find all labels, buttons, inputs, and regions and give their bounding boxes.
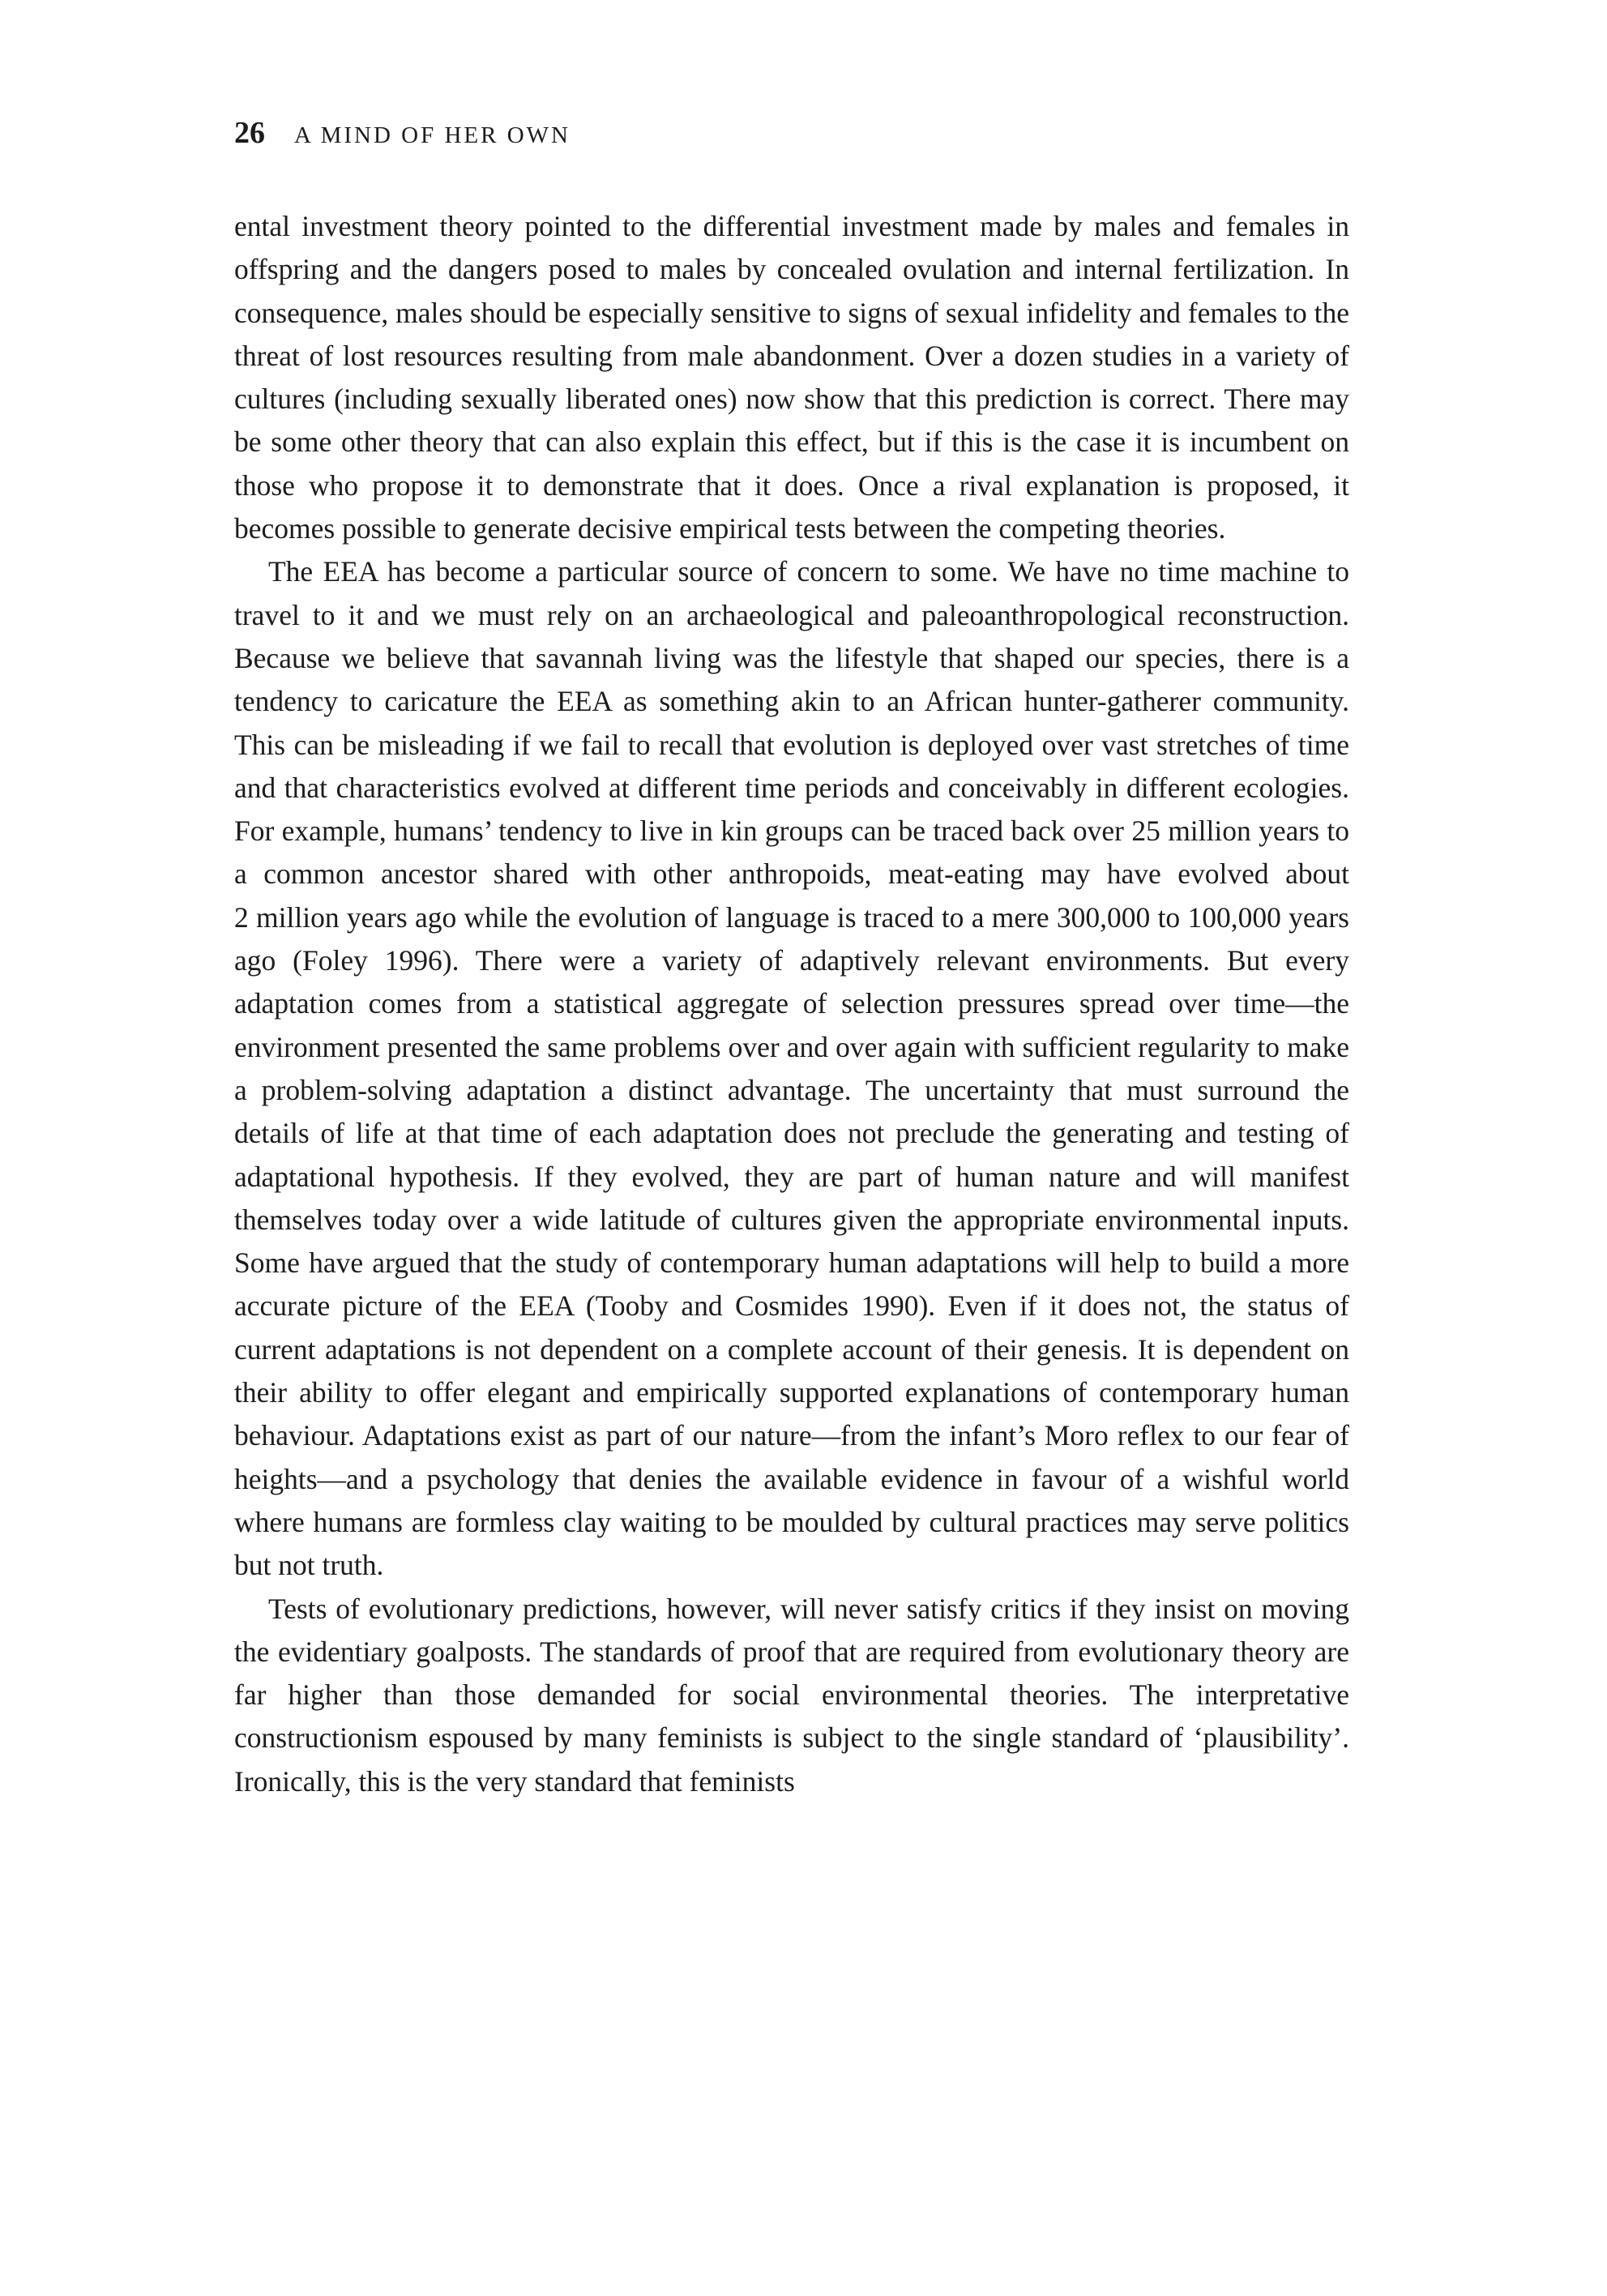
running-head <box>234 113 571 155</box>
body-text <box>234 205 1349 1803</box>
paragraph-eea: The EEA has become a particular source of concern to some. We have no time machine to travel to it and we must rely on an archaeological and paleoanthropological reconstruction. Because we believe that savannah living was the lifestyle that shaped our species, there is a tendency to caricature the EEA as something akin to an African hunter-gatherer community. This can be misleading if we fail to recall that evolution is deployed over vast stretches of time and that characteristics evolved at different time periods and conceivably in different ecologies. For example, humans’ tendency to live in kin groups can be traced back over 25 million years to a common ancestor shared with other anthropoids, meat-eating may have evolved about 2 million years ago while the evolution of language is traced to a mere 300,000 to 100,000 years ago (Foley 1996). There were a variety of adaptively relevant environments. But every adaptation comes from a statistical aggregate of selection pressures spread over time—the environment presented the same problems over and over again with sufficient regularity to make a problem-solving adaptation a distinct advantage. The uncertainty that must surround the details of life at that time of each adaptation does not preclude the generating and testing of adaptational hypothesis. If they evolved, they are part of human nature and will manifest themselves today over a wide latitude of cultures given the appropriate environmental inputs. Some have argued that the study of contemporary human adaptations will help to build a more accurate picture of the EEA (Tooby and Cosmides 1990). Even if it does not, the status of current adaptations is not dependent on a complete account of their genesis. It is dependent on their ability to offer elegant and empirically supported explanations of contemporary human behaviour. Adaptations exist as part of our nature—from the infant’s Moro reflex to our fear of heights—and a psychology that denies the available evidence in favour of a wishful world where humans are formless clay waiting to be moulded by cultural practices may serve politics but not truth. <box>234 555 1349 1582</box>
page-number: 26 <box>234 116 265 150</box>
paragraph-tests: Tests of evolutionary predictions, however, will never satisfy critics if they insist on moving the evidentiary goalposts. The standards of proof that are required from evolutionary theory are far higher than those demanded for social environmental theories. The interpretative constructionism espoused by many feminists is subject to the single standard of ‘plausibility’. Ironically, this is the very standard that feminists <box>234 1592 1349 1798</box>
paragraph-continued: ental investment theory pointed to the differential investment made by males and females in offspring and the dangers posed to males by concealed ovulation and internal fertilization. In consequence, males should be especially sensitive to signs of sexual infidelity and females to the threat of lost resources resulting from male abandonment. Over a dozen studies in a variety of cultures (including sexually liberated ones) now show that this prediction is correct. There may be some other theory that can also explain this effect, but if this is the case it is incumbent on those who propose it to demonstrate that it does. Once a rival explanation is proposed, it becomes possible to generate decisive empirical tests between the competing theories. <box>234 210 1349 545</box>
book-title: A MIND OF HER OWN <box>294 122 571 148</box>
